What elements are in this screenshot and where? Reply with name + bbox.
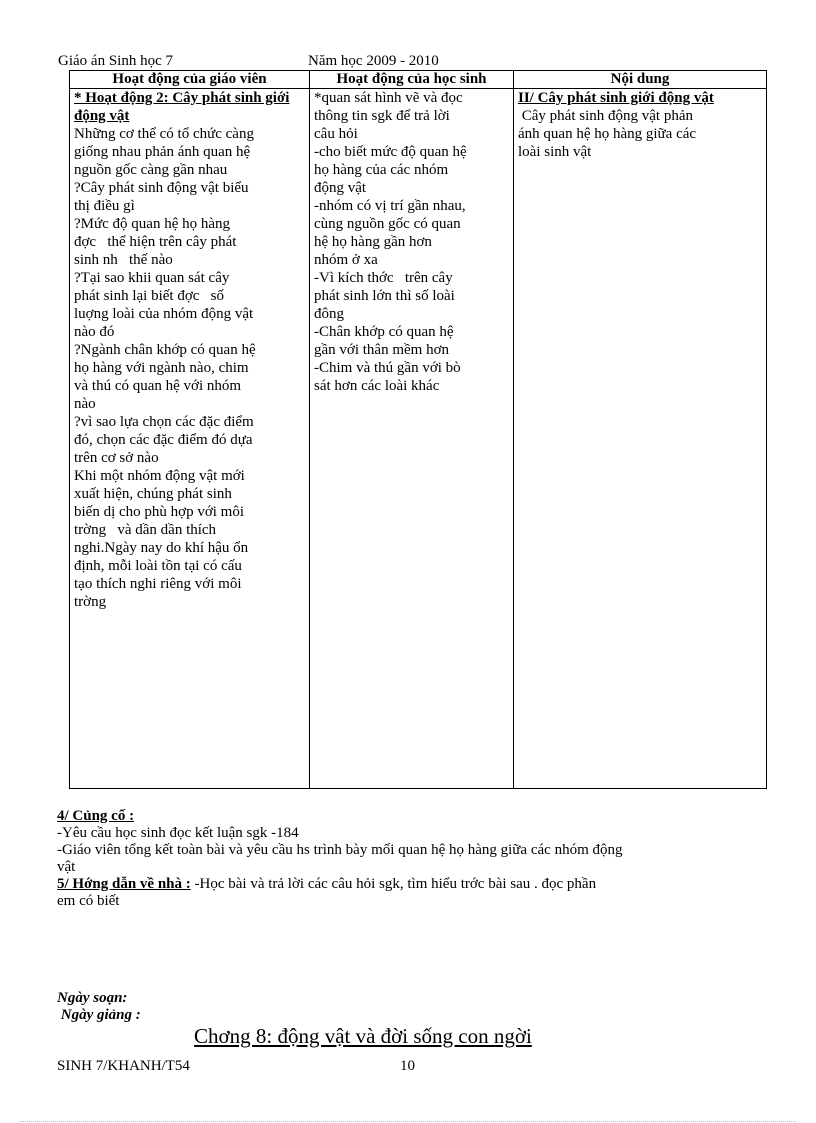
- content-cell: [514, 89, 767, 789]
- subject-label: Giáo án Sinh học 7: [58, 53, 173, 69]
- activity-title: * Hoạt động 2: Cây phát sinh giới động vật: [74, 90, 290, 124]
- teacher-text-line: trên cơ sở nào: [74, 450, 159, 466]
- teacher-text-line: ?Tại sao khii quan sát cây: [74, 270, 230, 286]
- consolidation-heading: 4/ Củng cố :: [57, 808, 135, 824]
- consolidation-text-line: vật: [57, 859, 76, 875]
- student-text-line: sát hơn các loài khác: [314, 378, 440, 394]
- homework-text-continued: em có biết: [57, 893, 120, 909]
- teacher-text-line: nào đó: [74, 324, 115, 340]
- homework-line: [57, 876, 767, 893]
- student-cell: [310, 89, 514, 789]
- content-title: II/ Cây phát sinh giới động vật: [518, 90, 714, 106]
- teacher-text-line: phát sinh lại biết đợc số: [74, 288, 224, 304]
- student-activity-text: [314, 89, 509, 395]
- consolidation-text: [57, 825, 767, 876]
- teacher-activity-text: [74, 125, 305, 611]
- chapter-title: Chơng 8: động vật và đời sống con ngời: [194, 1024, 532, 1048]
- student-text-line: họ hàng của các nhóm: [314, 162, 449, 178]
- student-text-line: hệ họ hàng gần hơn: [314, 234, 432, 250]
- document-code: SINH 7/KHANH/T54: [57, 1058, 190, 1074]
- student-text-line: phát sinh lớn thì số loài: [314, 288, 455, 304]
- school-year: Năm học 2009 - 2010: [308, 53, 439, 69]
- teacher-cell: [70, 89, 310, 789]
- student-text-line: -nhóm có vị trí gần nhau,: [314, 198, 466, 214]
- student-text-line: cùng nguồn gốc có quan: [314, 216, 461, 232]
- teacher-text-line: nguồn gốc càng gần nhau: [74, 162, 228, 178]
- lesson-table: [69, 70, 767, 789]
- student-text-line: đông: [314, 306, 344, 322]
- student-text-line: nhóm ở xa: [314, 252, 378, 268]
- teacher-text-line: giống nhau phản ánh quan hệ: [74, 144, 251, 160]
- teacher-text-line: biến dị cho phù hợp với môi: [74, 504, 245, 520]
- teacher-text-line: Khi một nhóm động vật mới: [74, 468, 245, 484]
- teacher-text-line: tạo thích nghi riêng với môi: [74, 576, 242, 592]
- content-text-line: loài sinh vật: [518, 144, 592, 160]
- teacher-text-line: sinh nh thế nào: [74, 252, 173, 268]
- student-text-line: *quan sát hình vẽ và đọc: [314, 90, 463, 106]
- student-text-line: -Chân khớp có quan hệ: [314, 324, 454, 340]
- teacher-text-line: và thú có quan hệ với nhóm: [74, 378, 242, 394]
- teacher-text-line: đợc thể hiện trên cây phát: [74, 234, 237, 250]
- homework-text: -Học bài và trả lời các câu hỏi sgk, tìm hiểu trớc bài sau . đọc phần: [190, 876, 597, 892]
- teacher-text-line: thị điều gì: [74, 198, 135, 214]
- content-text: [518, 107, 762, 161]
- teacher-text-line: luợng loài của nhóm động vật: [74, 306, 254, 322]
- teacher-text-line: ?Cây phát sinh động vật biểu: [74, 180, 249, 196]
- teacher-text-line: ?vì sao lựa chọn các đặc điểm: [74, 414, 254, 430]
- student-text-line: -Chim và thú gần với bò: [314, 360, 461, 376]
- teacher-text-line: định, mỗi loài tồn tại có cấu: [74, 558, 242, 574]
- page-footer: [57, 1057, 415, 1075]
- content-text-line: Cây phát sinh động vật phản: [518, 108, 693, 124]
- consolidation-text-line: -Giáo viên tổng kết toàn bài và yêu cầu hs trình bày mối quan hệ họ hàng giữa các nhóm động: [57, 842, 623, 858]
- page-bottom-divider: [20, 1121, 796, 1122]
- teacher-text-line: đó, chọn các đặc điểm đó dựa: [74, 432, 253, 448]
- lesson-dates: [57, 990, 141, 1024]
- teacher-text-line: Những cơ thể có tổ chức càng: [74, 126, 254, 142]
- student-text-line: thông tin sgk để trả lời: [314, 108, 450, 124]
- taught-date-label: Ngày giảng :: [57, 1007, 141, 1023]
- teacher-text-line: ?Ngành chân khớp có quan hệ: [74, 342, 256, 358]
- teacher-text-line: nghi.Ngày nay do khí hậu ổn: [74, 540, 249, 556]
- student-text-line: -cho biết mức độ quan hệ: [314, 144, 467, 160]
- prepared-date-label: Ngày soạn:: [57, 990, 128, 1006]
- content-text-line: ánh quan hệ họ hàng giữa các: [518, 126, 697, 142]
- homework-heading: 5/ Hớng dẫn về nhà :: [57, 876, 191, 892]
- student-text-line: gần với thân mềm hơn: [314, 342, 450, 358]
- page-number: 10: [400, 1058, 415, 1074]
- teacher-text-line: trờng: [74, 594, 107, 610]
- teacher-text-line: họ hàng với ngành nào, chim: [74, 360, 249, 376]
- student-text-line: động vật: [314, 180, 367, 196]
- content-column-header: Nội dung: [514, 71, 767, 89]
- lesson-closing: [57, 808, 767, 910]
- teacher-text-line: trờng và dần dần thích: [74, 522, 217, 538]
- teacher-text-line: ?Mức độ quan hệ họ hàng: [74, 216, 231, 232]
- table-row: [70, 89, 767, 789]
- student-text-line: -Vì kích thớc trên cây: [314, 270, 453, 286]
- student-text-line: câu hỏi: [314, 126, 358, 142]
- student-column-header: Hoạt động của học sinh: [310, 71, 514, 89]
- teacher-text-line: xuất hiện, chúng phát sinh: [74, 486, 232, 502]
- consolidation-text-line: -Yêu cầu học sinh đọc kết luận sgk -184: [57, 825, 299, 841]
- teacher-text-line: nào: [74, 396, 96, 412]
- table-header-row: [70, 71, 767, 89]
- teacher-column-header: Hoạt động của giáo viên: [70, 71, 310, 89]
- page-header: [58, 52, 439, 70]
